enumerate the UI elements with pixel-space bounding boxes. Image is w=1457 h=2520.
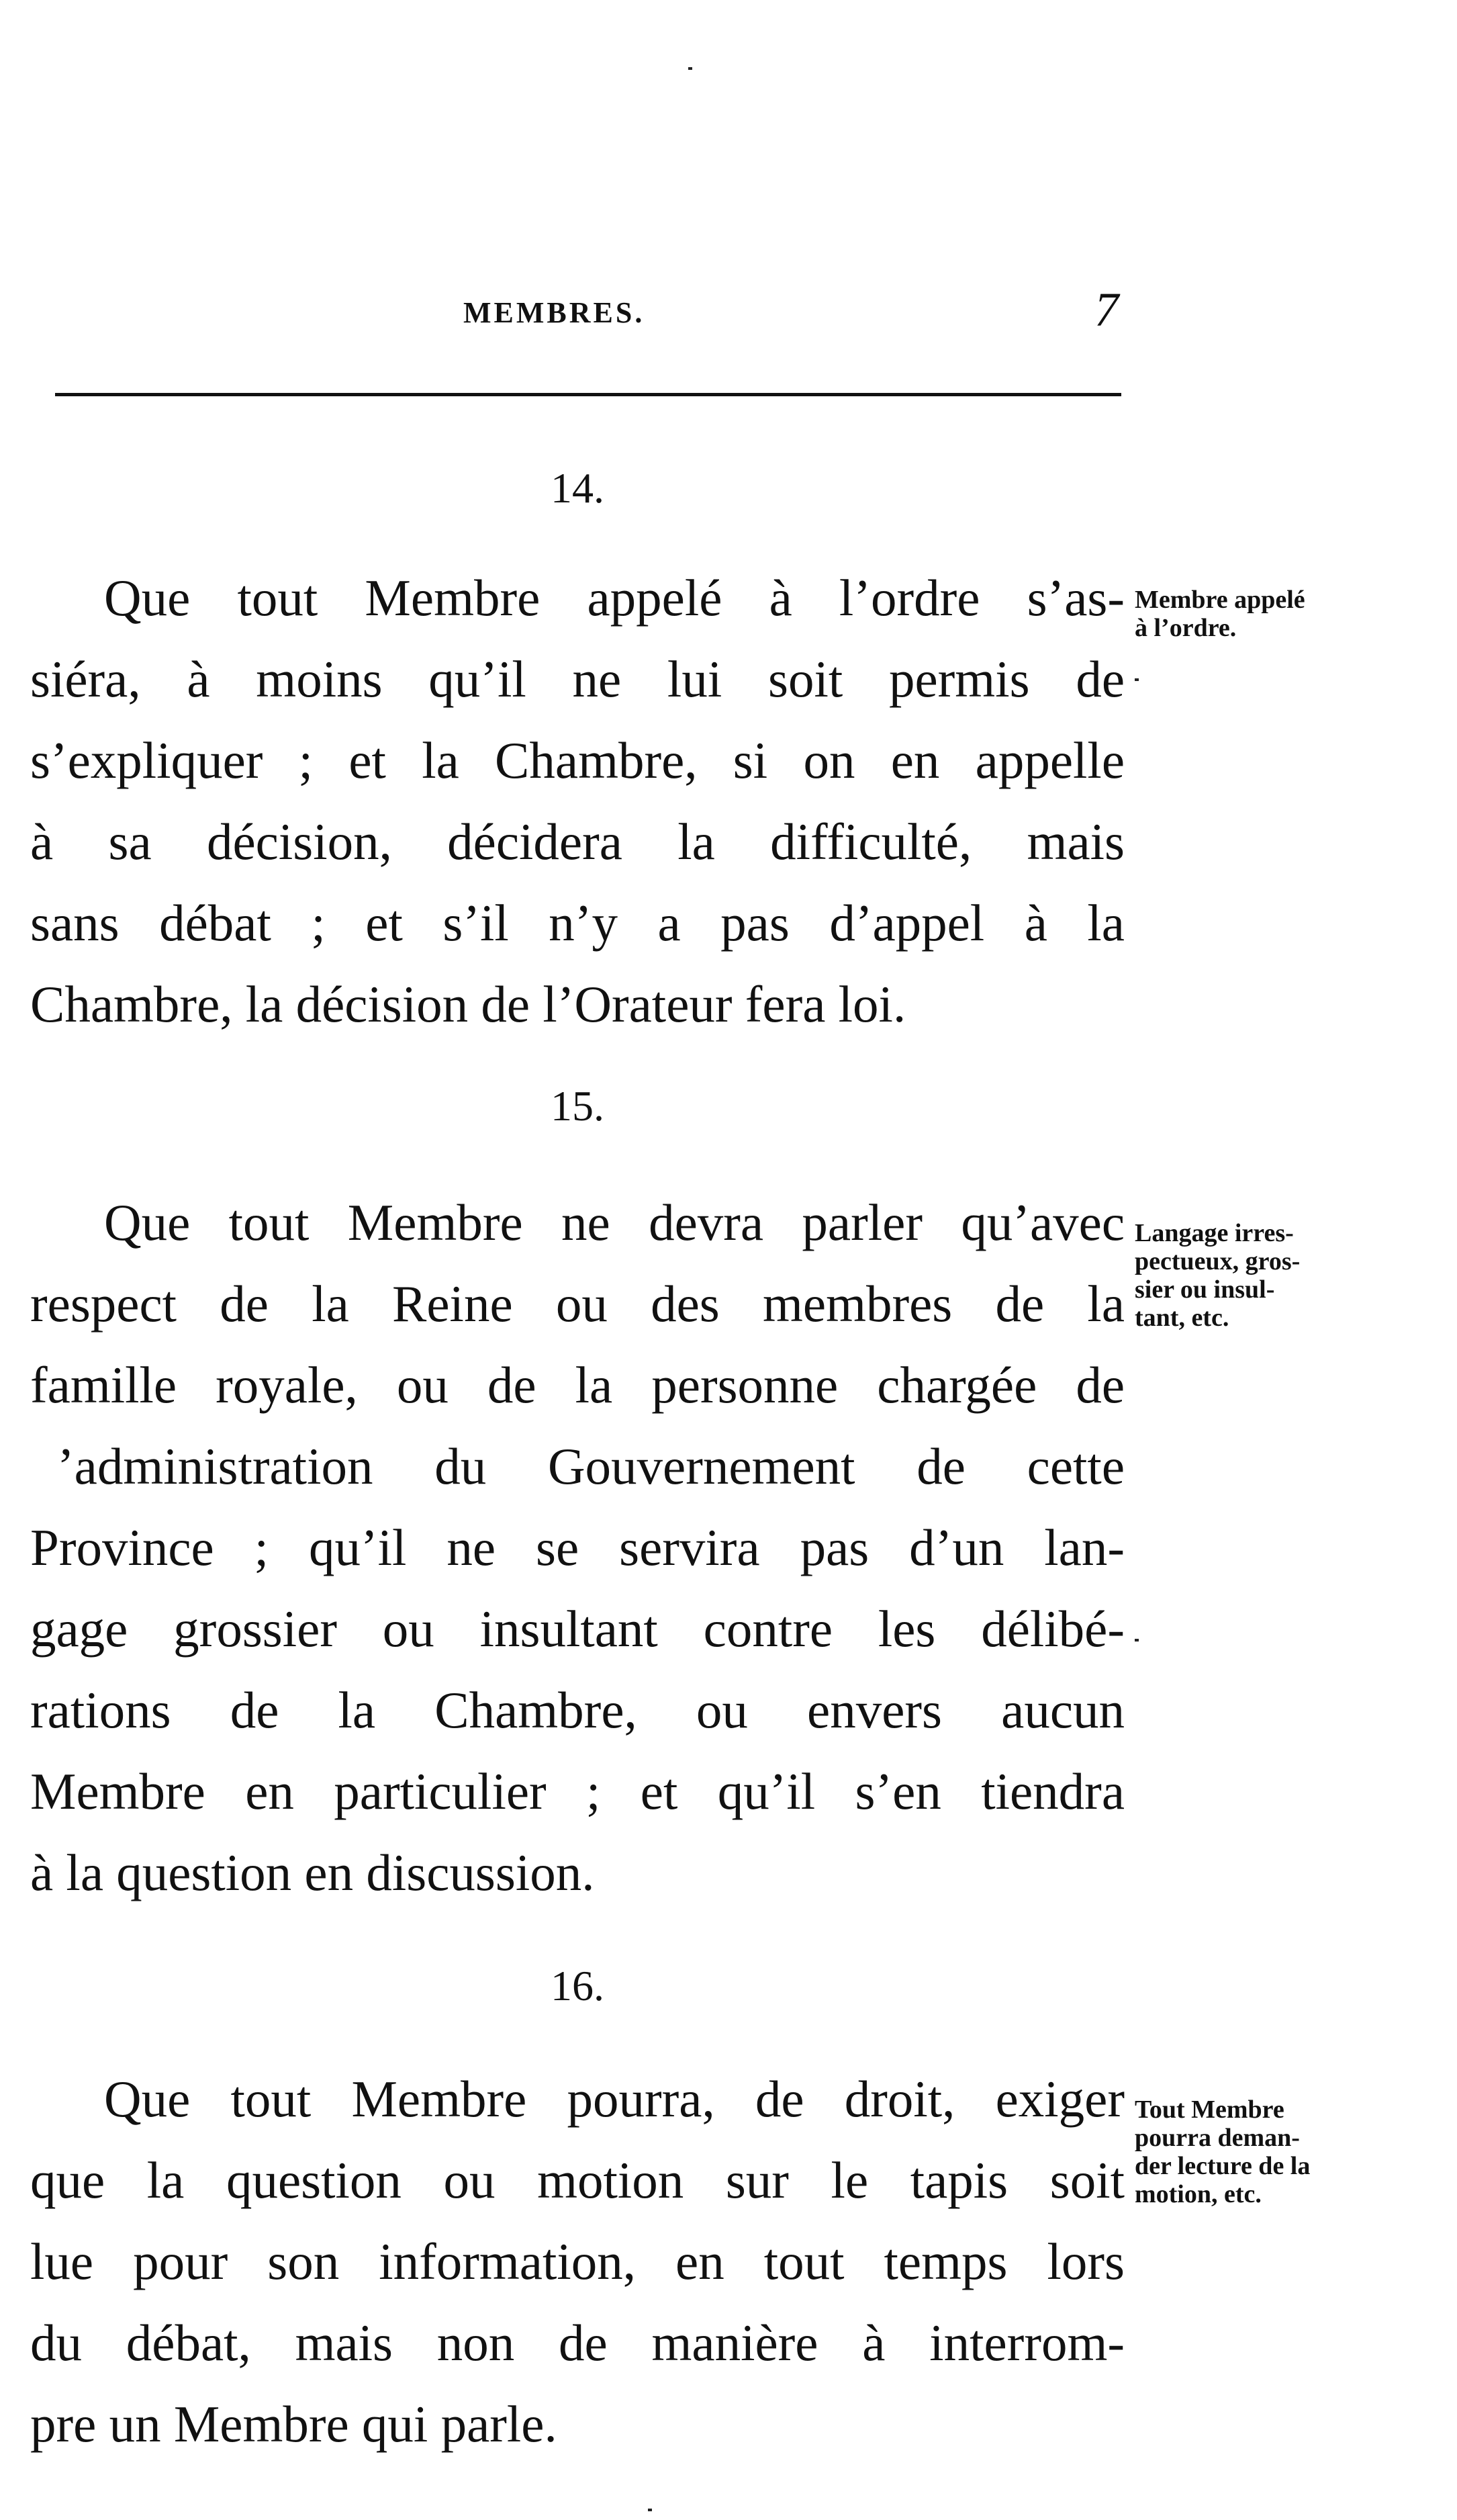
paragraph-line: sans débat ; et s’il n’y a pas d’appel à la: [30, 894, 1125, 952]
header-rule: [55, 393, 1121, 396]
margin-note-line: sier ou insul-: [1135, 1275, 1275, 1304]
margin-note-15: [1135, 1219, 1417, 1332]
paragraph-line: du débat, mais non de manière à interrom-: [30, 2314, 1125, 2372]
margin-note-line: der lecture de la: [1135, 2152, 1311, 2180]
margin-note-line: pectueux, gros-: [1135, 1247, 1301, 1275]
paragraph-line: pre un Membre qui parle.: [30, 2395, 557, 2453]
paragraph-line: lue pour son information, en tout temps lors: [30, 2233, 1125, 2290]
paragraph-line: que la question ou motion sur le tapis soit: [30, 2151, 1125, 2209]
ink-speck: [1135, 678, 1139, 681]
paragraph-line: ’administration du Gouvernement de cette: [57, 1437, 1125, 1495]
paragraph-line: Province ; qu’il ne se servira pas d’un lan-: [30, 1519, 1125, 1576]
paragraph-line: Membre en particulier ; et qu’il s’en tiendra: [30, 1762, 1125, 1820]
margin-note-line: tant, etc.: [1135, 1304, 1229, 1332]
paragraph-line: Que tout Membre ne devra parler qu’avec: [104, 1194, 1125, 1251]
paragraph-line: rations de la Chambre, ou envers aucun: [30, 1681, 1125, 1739]
margin-note-line: pourra deman-: [1135, 2124, 1300, 2152]
margin-note-line: motion, etc.: [1135, 2180, 1262, 2208]
paragraph-line: à la question en discussion.: [30, 1844, 595, 1901]
paragraph-line: Que tout Membre pourra, de droit, exiger: [104, 2070, 1125, 2128]
section-number-16: 16.: [551, 1962, 604, 2010]
margin-note-line: Tout Membre: [1135, 2096, 1284, 2124]
margin-note-14: [1135, 586, 1417, 642]
section-15-paragraph: [30, 1182, 1125, 1914]
section-16-paragraph: [30, 2059, 1125, 2465]
paragraph-line: à sa décision, décidera la difficulté, mais: [30, 813, 1125, 870]
paragraph-line: Chambre, la décision de l’Orateur fera loi.: [30, 975, 906, 1033]
paragraph-line: famille royale, ou de la personne chargée de: [30, 1356, 1125, 1414]
margin-note-line: Membre appelé: [1135, 586, 1305, 614]
margin-note-line: Langage irres-: [1135, 1219, 1294, 1247]
margin-note-line: à l’ordre.: [1135, 614, 1237, 642]
paragraph-line: s’expliquer ; et la Chambre, si on en appelle: [30, 731, 1125, 789]
margin-note-16: [1135, 2096, 1417, 2208]
running-head: MEMBRES.: [463, 296, 645, 329]
paragraph-line: gage grossier ou insultant contre les délibé-: [30, 1600, 1125, 1658]
page-number: 7: [1094, 283, 1119, 336]
section-number-14: 14.: [551, 464, 604, 512]
ink-speck: [1135, 1639, 1139, 1641]
section-number-15: 15.: [551, 1082, 604, 1130]
paragraph-line: Que tout Membre appelé à l’ordre s’as-: [104, 569, 1125, 627]
ink-speck: [688, 67, 692, 70]
paragraph-line: respect de la Reine ou des membres de la: [30, 1275, 1125, 1333]
ink-speck: [648, 2509, 652, 2511]
section-14-paragraph: [30, 557, 1125, 1045]
paragraph-line: siéra, à moins qu’il ne lui soit permis de: [30, 650, 1125, 708]
